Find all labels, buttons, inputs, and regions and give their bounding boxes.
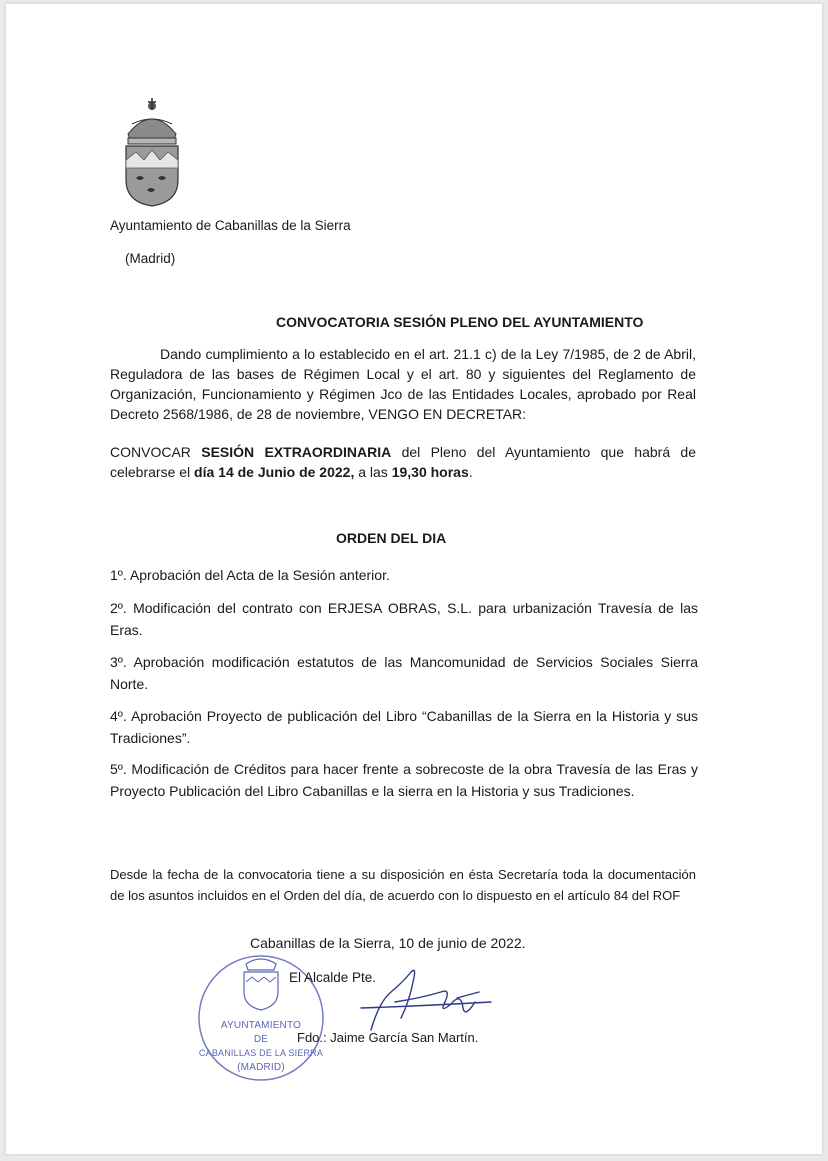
province-label: (Madrid) xyxy=(125,251,176,266)
signer-role: El Alcalde Pte. xyxy=(289,970,377,985)
handwritten-signature-icon xyxy=(351,962,501,1036)
organization-name: Ayuntamiento de Cabanillas de la Sierra xyxy=(110,218,351,233)
stamp-line-4: (MADRID) xyxy=(237,1062,285,1073)
session-type: SESIÓN EXTRAORDINARIA xyxy=(201,444,392,460)
date-line: Cabanillas de la Sierra, 10 de junio de 2022. xyxy=(250,935,526,951)
footer-note: Desde la fecha de la convocatoria tiene a su disposición en ésta Secretaría toda la documentación de los asuntos incluidos en el Orden del día, de acuerdo con lo dispuesto en el artículo 84 del ROF xyxy=(110,867,696,903)
session-date: día 14 de Junio de 2022, xyxy=(194,464,355,480)
agenda-item-4: 4º. Aprobación Proyecto de publicación del Libro “Cabanillas de la Sierra en la Historia y sus Tradiciones”. xyxy=(110,708,698,746)
document-page xyxy=(6,4,822,1154)
convocation-text-1: CONVOCAR xyxy=(110,444,202,460)
stamp-line-1: AYUNTAMIENTO xyxy=(220,1020,302,1031)
agenda-title: ORDEN DEL DIA xyxy=(336,530,447,546)
coat-of-arms-icon xyxy=(118,94,186,214)
stamp-line-2: DE xyxy=(253,1034,269,1045)
document-title: CONVOCATORIA SESIÓN PLENO DEL AYUNTAMIENTO xyxy=(276,314,644,330)
convocation-text-4: . xyxy=(468,464,473,480)
agenda-item-2: 2º. Modificación del contrato con ERJESA OBRAS, S.L. para urbanización Travesía de las Eras. xyxy=(110,600,698,638)
convocation-text-3: a las xyxy=(354,464,392,480)
convocation-text-2: del Pleno del Ayuntamiento que habrá de celebrarse el xyxy=(110,444,697,480)
intro-paragraph: Dando cumplimiento a lo establecido en el art. 21.1 c) de la Ley 7/1985, de 2 de Abril, Reguladora de las bases de Régimen Local y el art. 80 y siguientes del Reglamento de Organización, Funcionamiento y Régimen Jco de las Entidades Locales, aprobado por Real Decreto 2568/1986, de 28 de noviembre, VENGO EN DECRETAR: xyxy=(110,346,696,422)
convocation-paragraph xyxy=(110,442,696,482)
agenda-item-5: 5º. Modificación de Créditos para hacer frente a sobrecoste de la obra Travesía de las Eras y Proyecto Publicación del Libro Cabanillas e la sierra en la Historia y sus Tradiciones. xyxy=(110,761,698,799)
signer-name: Fdo.: Jaime García San Martín. xyxy=(297,1030,479,1045)
agenda-item-1: 1º. Aprobación del Acta de la Sesión anterior. xyxy=(110,567,390,583)
session-time: 19,30 horas xyxy=(391,464,469,480)
agenda-item-3: 3º. Aprobación modificación estatutos de las Mancomunidad de Servicios Sociales Sierra Norte. xyxy=(110,654,698,692)
stamp-line-3: CABANILLAS DE LA SIERRA xyxy=(198,1048,324,1058)
